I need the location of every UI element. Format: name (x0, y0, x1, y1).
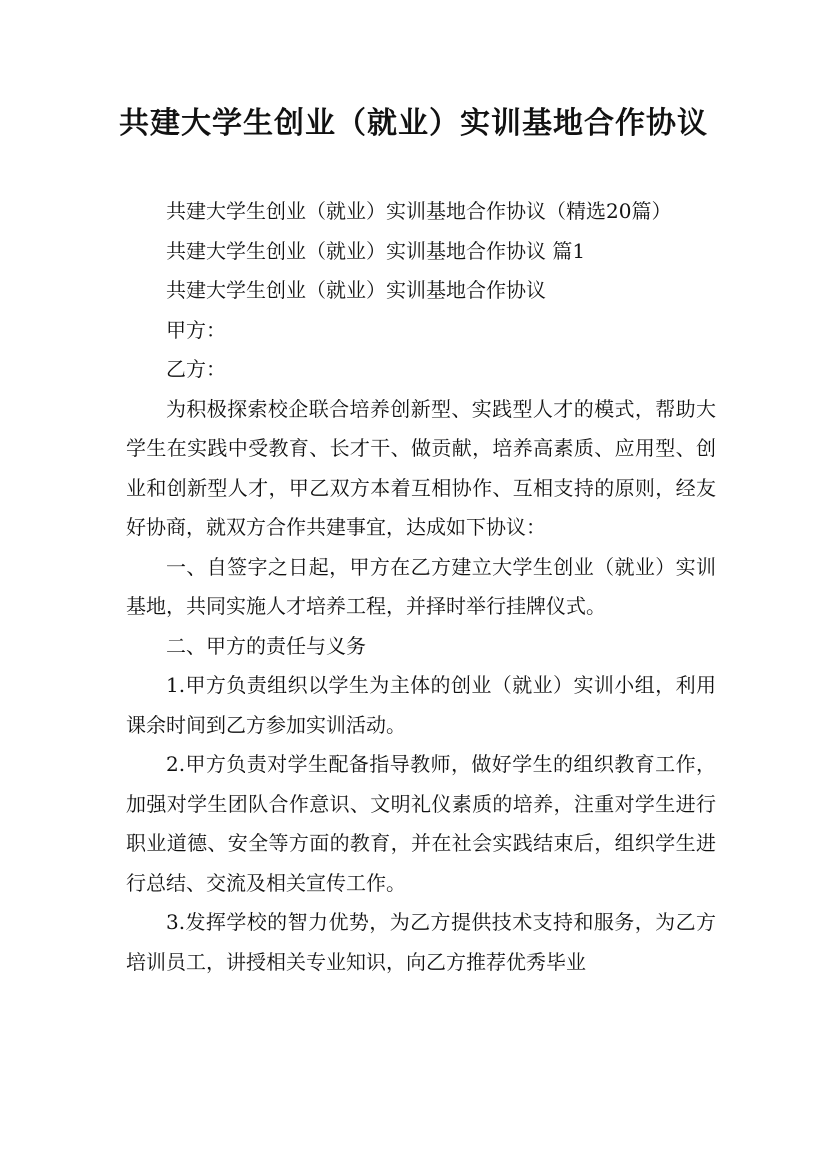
document-body (126, 192, 716, 982)
paragraph-clause-2-item-2: 2.甲方负责对学生配备指导教师，做好学生的组织教育工作，加强对学生团队合作意识、文明礼仪素质的培养，注重对学生进行职业道德、安全等方面的教育，并在社会实践结束后，组织学生进行总结、交流及相关宣传工作。 (126, 752, 716, 895)
paragraph-party-b: 乙方： (166, 357, 226, 381)
paragraph-subtitle: 共建大学生创业（就业）实训基地合作协议（精选20篇） (166, 199, 672, 223)
paragraph-preamble: 为积极探索校企联合培养创新型、实践型人才的模式，帮助大学生在实践中受教育、长才干、做贡献，培养高素质、应用型、创业和创新型人才，甲乙双方本着互相协作、互相支持的原则，经友好协商，就双方合作共建事宜，达成如下协议： (126, 396, 716, 539)
paragraph-party-a: 甲方： (166, 317, 226, 342)
paragraph-clause-2-item-1: 1.甲方负责组织以学生为主体的创业（就业）实训小组，利用课余时间到乙方参加实训活动。 (126, 673, 716, 737)
paragraph-clause-2-heading: 二、甲方的责任与义务 (166, 633, 366, 658)
document-title: 共建大学生创业（就业）实训基地合作协议 (119, 106, 708, 141)
paragraph-clause-1: 一、自签字之日起，甲方在乙方建立大学生创业（就业）实训基地，共同实施人才培养工程，并择时举行挂牌仪式。 (126, 554, 716, 618)
paragraph-chapter-heading: 共建大学生创业（就业）实训基地合作协议 篇1 (166, 238, 586, 263)
paragraph-clause-2-item-3: 3.发挥学校的智力优势，为乙方提供技术支持和服务，为乙方培训员工，讲授相关专业知识，向乙方推荐优秀毕业 (126, 910, 716, 974)
paragraph-agreement-name: 共建大学生创业（就业）实训基地合作协议 (166, 278, 546, 302)
